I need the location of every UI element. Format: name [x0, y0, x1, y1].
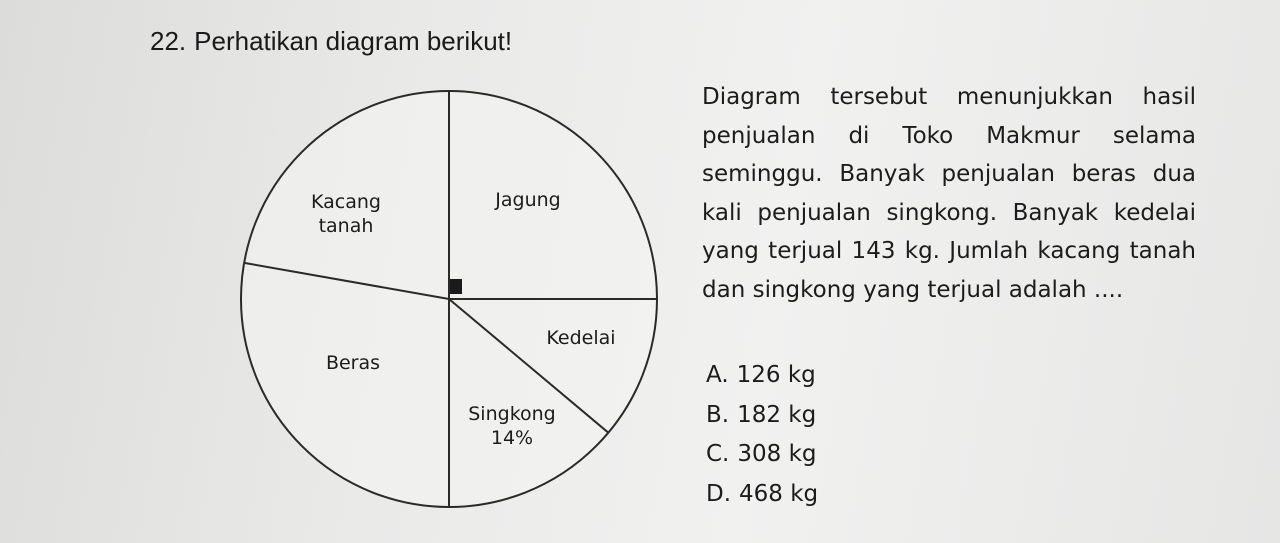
pie-chart-svg — [236, 86, 662, 512]
option-letter: C. — [706, 441, 730, 467]
question-title — [150, 26, 512, 57]
option-text: 182 kg — [737, 401, 817, 428]
option-text: 468 kg — [739, 480, 819, 507]
option-d[interactable] — [706, 475, 818, 515]
option-letter: D. — [706, 480, 732, 507]
pie-chart — [236, 86, 662, 512]
right-angle-marker — [450, 279, 462, 294]
pie-label-beras: Beras — [325, 352, 381, 374]
option-letter: A. — [706, 362, 729, 388]
answer-options — [706, 356, 818, 514]
option-b[interactable] — [706, 396, 818, 436]
pie-label-singkong: Singkong 14% — [468, 403, 556, 449]
option-letter: B. — [706, 401, 730, 428]
option-text: 126 kg — [736, 362, 816, 388]
pie-label-kacang-tanah: Kacang tanah — [311, 191, 381, 237]
option-text: 308 kg — [737, 441, 817, 467]
option-c[interactable] — [706, 435, 818, 475]
question-number: 22. — [150, 26, 187, 56]
pie-slice-singkong — [241, 263, 449, 507]
option-a[interactable] — [706, 356, 818, 396]
pie-label-kedelai: Kedelai — [546, 327, 616, 349]
question-prompt: Perhatikan diagram berikut! — [194, 26, 513, 56]
question-paragraph: Diagram tersebut menunjukkan hasil penjualan di Toko Makmur selama seminggu. Banyak penjualan beras dua kali penjualan singkong. Banyak kedelai yang terjual 143 kg. Jumlah kacang tanah dan singkong yang terjual adalah .... — [702, 84, 1196, 303]
pie-label-jagung: Jagung — [495, 189, 561, 211]
